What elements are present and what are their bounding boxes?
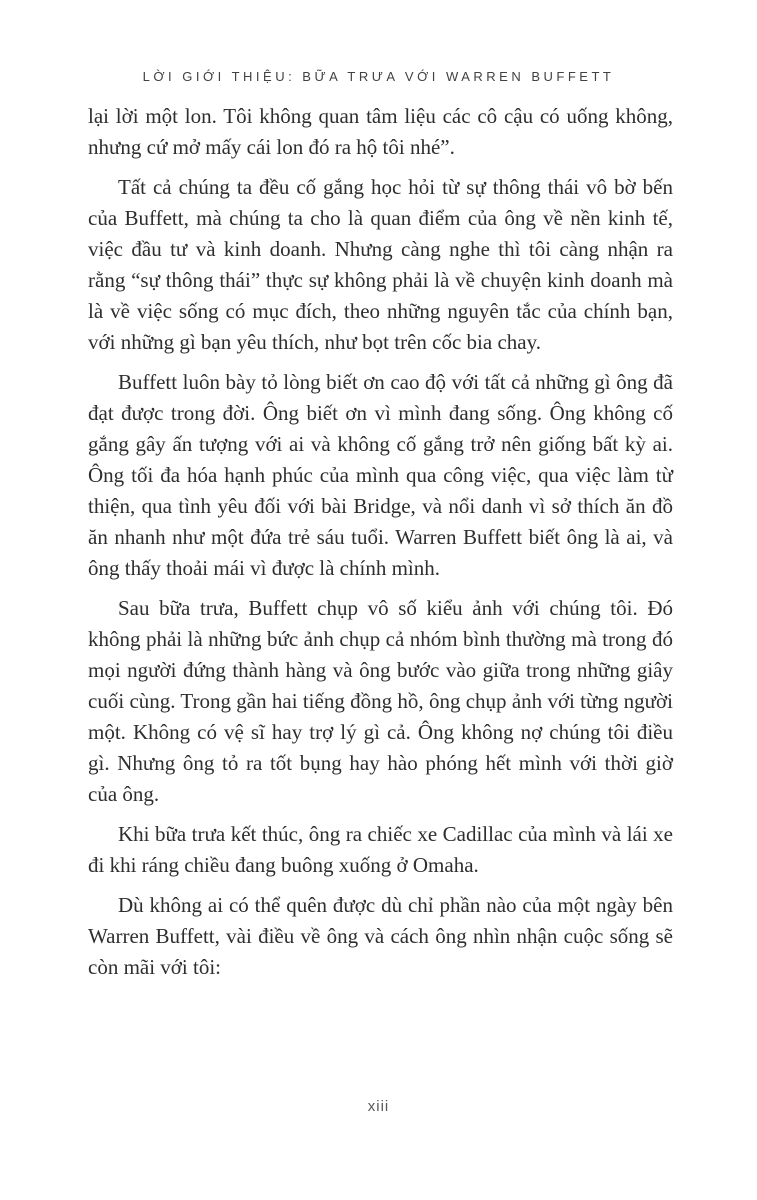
body-text — [88, 101, 673, 992]
paragraph: Buffett luôn bày tỏ lòng biết ơn cao độ với tất cả những gì ông đã đạt được trong đời. Ông biết ơn vì mình đang sống. Ông không cố gắng gây ấn tượng với ai và không cố gắng trở nên giống bất kỳ ai. Ông tối đa hóa hạnh phúc của mình qua công việc, qua việc làm từ thiện, qua tình yêu đối với bài Bridge, và nổi danh vì sở thích ăn đồ ăn nhanh như một đứa trẻ sáu tuổi. Warren Buffett biết ông là ai, và ông thấy thoải mái vì được là chính mình. — [88, 370, 673, 580]
paragraph: Sau bữa trưa, Buffett chụp vô số kiểu ảnh với chúng tôi. Đó không phải là những bức ảnh chụp cả nhóm bình thường mà trong đó mọi người đứng thành hàng và ông bước vào giữa trong những giây cuối cùng. Trong gần hai tiếng đồng hồ, ông chụp ảnh với từng người một. Không có vệ sĩ hay trợ lý gì cả. Ông không nợ chúng tôi điều gì. Nhưng ông tỏ ra tốt bụng hay hào phóng hết mình với thời giờ của ông. — [88, 596, 673, 806]
paragraph: Tất cả chúng ta đều cố gắng học hỏi từ sự thông thái vô bờ bến của Buffett, mà chúng ta cho là quan điểm của ông về nền kinh tế, việc đầu tư và kinh doanh. Nhưng càng nghe thì tôi càng nhận ra rằng “sự thông thái” thực sự không phải là về chuyện kinh doanh mà là về việc sống có mục đích, theo những nguyên tắc của chính bạn, với những gì bạn yêu thích, như bọt trên cốc bia chay. — [88, 175, 673, 354]
paragraph: Dù không ai có thể quên được dù chỉ phần nào của một ngày bên Warren Buffett, vài điều về ông và cách ông nhìn nhận cuộc sống sẽ còn mãi với tôi: — [88, 893, 673, 979]
paragraph: lại lời một lon. Tôi không quan tâm liệu các cô cậu có uống không, nhưng cứ mở mấy cái lon đó ra hộ tôi nhé”. — [88, 104, 673, 159]
page-number: xiii — [367, 1098, 390, 1115]
running-head: LỜI GIỚI THIỆU: BỮA TRƯA VỚI WARREN BUFFETT — [142, 69, 615, 84]
paragraph: Khi bữa trưa kết thúc, ông ra chiếc xe Cadillac của mình và lái xe đi khi ráng chiều đang buông xuống ở Omaha. — [88, 822, 673, 877]
